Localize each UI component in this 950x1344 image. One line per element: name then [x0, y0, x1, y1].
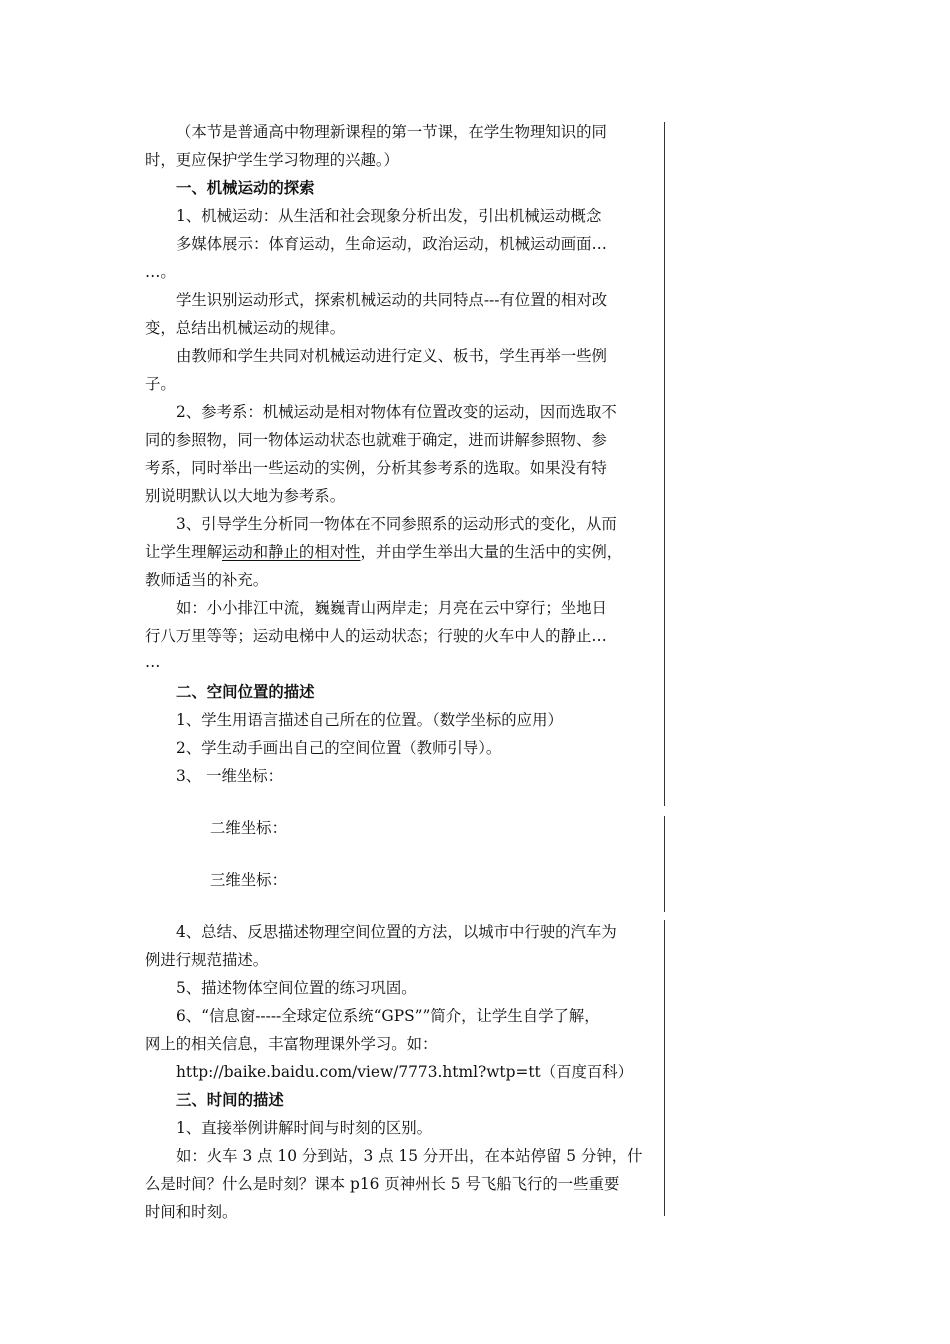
paragraph-line: 变，总结出机械运动的规律。 — [145, 319, 346, 337]
paragraph-line: 3、引导学生分析同一物体在不同参照系的运动形式的变化，从而 — [176, 515, 617, 533]
section-heading-spatial-position: 二、空间位置的描述 — [176, 683, 315, 701]
paragraph-line: 多媒体展示：体育运动，生命运动，政治运动，机械运动画面… — [176, 235, 607, 253]
paragraph-line: 网上的相关信息，丰富物理课外学习。如： — [145, 1035, 438, 1053]
table-border-right — [664, 920, 665, 1216]
paragraph-line: 2、学生动手画出自己的空间位置（教师引导）。 — [176, 739, 502, 757]
paragraph-line: 6、“信息窗-----全球定位系统“GPS””简介，让学生自学了解， — [176, 1007, 600, 1025]
paragraph-line: 别说明默认以大地为参考系。 — [145, 487, 346, 505]
underlined-term: 运动和静止的相对性 — [221, 543, 361, 561]
paragraph-line: 同的参照物，同一物体运动状态也就难于确定，进而讲解参照物、参 — [145, 431, 607, 449]
paragraph-line — [145, 542, 665, 562]
paragraph-line: … — [145, 653, 161, 671]
paragraph-line: 子。 — [145, 375, 176, 393]
section-heading-time: 三、时间的描述 — [176, 1091, 284, 1109]
paragraph-line: 1、机械运动：从生活和社会现象分析出发，引出机械运动概念 — [176, 207, 602, 225]
text-run: ，并由学生举出大量的生活中的实例， — [360, 543, 623, 561]
coordinate-label-3d: 三维坐标： — [210, 871, 287, 889]
coordinate-label-2d: 二维坐标： — [210, 819, 287, 837]
paragraph-line: …。 — [145, 263, 176, 281]
intro-line-1: （本节是普通高中物理新课程的第一节课，在学生物理知识的同 — [176, 123, 607, 141]
paragraph-line: 5、描述物体空间位置的练习巩固。 — [176, 979, 417, 997]
paragraph-line: 3、 一维坐标： — [176, 767, 284, 785]
paragraph-line: 么是时间？什么是时刻？课本 p16 页神州长 5 号飞船飞行的一些重要 — [145, 1175, 620, 1193]
paragraph-line: 教师适当的补充。 — [145, 571, 269, 589]
paragraph-line: 1、直接举例讲解时间与时刻的区别。 — [176, 1119, 433, 1137]
paragraph-line: 如：火车 3 点 10 分到站，3 点 15 分开出，在本站停留 5 分钟，什 — [176, 1147, 643, 1165]
paragraph-line: 考系，同时举出一些运动的实例，分析其参考系的选取。如果没有特 — [145, 459, 607, 477]
paragraph-line: 例进行规范描述。 — [145, 951, 269, 969]
intro-line-2: 时，更应保护学生学习物理的兴趣。） — [145, 151, 399, 169]
section-heading-mechanical-motion: 一、机械运动的探索 — [176, 179, 315, 197]
paragraph-line: 1、学生用语言描述自己所在的位置。（数学坐标的应用） — [176, 711, 563, 729]
paragraph-line: 由教师和学生共同对机械运动进行定义、板书，学生再举一些例 — [176, 347, 607, 365]
table-border-right — [664, 816, 665, 912]
table-border-right — [664, 122, 665, 806]
paragraph-line: 时间和时刻。 — [145, 1203, 238, 1221]
text-run: 让学生理解 — [145, 543, 222, 561]
paragraph-line: 如：小小排江中流，巍巍青山两岸走；月亮在云中穿行；坐地日 — [176, 599, 607, 617]
paragraph-line: 学生识别运动形式，探索机械运动的共同特点---有位置的相对改 — [176, 291, 608, 309]
paragraph-line: 2、参考系：机械运动是相对物体有位置改变的运动，因而选取不 — [176, 403, 617, 421]
paragraph-line: 行八万里等等；运动电梯中人的运动状态；行驶的火车中人的静止… — [145, 627, 607, 645]
reference-url: http://baike.baidu.com/view/7773.html?wtp=tt（百度百科） — [176, 1063, 634, 1081]
paragraph-line: 4、总结、反思描述物理空间位置的方法，以城市中行驶的汽车为 — [176, 923, 617, 941]
